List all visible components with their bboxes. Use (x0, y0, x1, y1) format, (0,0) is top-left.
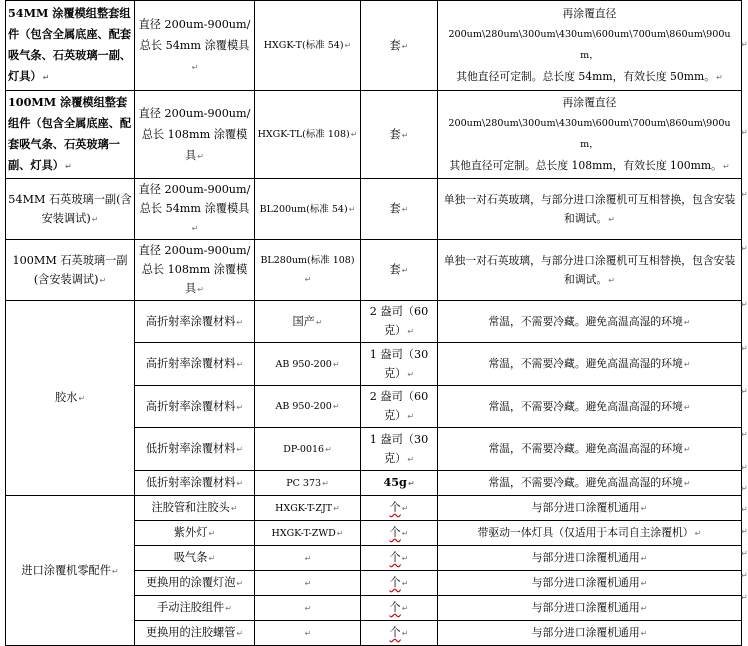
table-row (6, 496, 742, 521)
product-name-cell: 低折射率涂覆材料↵ (135, 471, 255, 496)
unit-cell: 个↵ (361, 521, 438, 546)
group-label-cell: 进口涂覆机零配件↵ (6, 496, 135, 646)
unit-cell: 个↵ (361, 596, 438, 621)
desc-line: 200um\280um\300um\430um\600um\700um\860um\900um， (448, 29, 731, 61)
table-row (6, 179, 742, 240)
unit-cell: 套↵ (361, 1, 438, 91)
model-cell: PC 373↵ (255, 471, 361, 496)
quantity-cell: 2 盎司（60 克）↵ (361, 386, 438, 428)
product-name-cell: 注胶管和注胶头↵ (135, 496, 255, 521)
description-cell: 常温，不需要冷藏。避免高温高湿的环境↵ (438, 301, 742, 343)
model-cell: ↵ (255, 546, 361, 571)
description-cell: 与部分进口涂覆机通用↵ (438, 571, 742, 596)
quantity-cell: 45g↵ (361, 471, 438, 496)
product-name-cell: 高折射率涂覆材料↵ (135, 343, 255, 386)
table-row (6, 1, 742, 91)
description-cell: 常温，不需要冷藏。避免高温高湿的环境↵ (438, 386, 742, 428)
unit-cell: 套↵ (361, 179, 438, 240)
desc-line: 其他直径可定制。总长度 54mm，有效长度 50mm。 (456, 70, 716, 83)
quantity-cell: 1 盎司（30 克）↵ (361, 343, 438, 386)
quantity-cell: 2 盎司（60 克）↵ (361, 301, 438, 343)
quantity-cell: 1 盎司（30 克）↵ (361, 428, 438, 471)
desc-line: 其他直径可定制。总长度 108mm，有效长度 100mm。 (449, 159, 722, 172)
unit-cell: 个↵ (361, 546, 438, 571)
row-end-mark: ↵ (741, 244, 748, 253)
unit-cell: 个↵ (361, 571, 438, 596)
product-name-cell: 紫外灯↵ (135, 521, 255, 546)
description-cell: 再涂覆直径 200um\280um\300um\430um\600um\700um\860um\900um， 其他直径可定制。总长度 108mm，有效长度 100mm。↵ (438, 91, 742, 179)
description-cell: 再涂覆直径 200um\280um\300um\430um\600um\700um\860um\900um， 其他直径可定制。总长度 54mm，有效长度 50mm。↵ (438, 1, 742, 91)
row-end-mark: ↵ (741, 344, 748, 353)
product-name-cell: 100MM 涂覆模组整套组件（包含全属底座、配套吸气条、石英玻璃一副、灯具）↵ (6, 91, 135, 179)
description-cell: 单独一对石英玻璃，与部分进口涂覆机可互相替换，包含安装和调试。↵ (438, 240, 742, 301)
unit-cell: 套↵ (361, 240, 438, 301)
model-cell: AB 950-200↵ (255, 386, 361, 428)
product-name-cell: 更换用的注胶螺管↵ (135, 621, 255, 646)
description-cell: 与部分进口涂覆机通用↵ (438, 496, 742, 521)
description-cell: 常温，不需要冷藏。避免高温高湿的环境↵ (438, 343, 742, 386)
row-end-mark: ↵ (741, 527, 748, 536)
desc-line: 200um\280um\300um\430um\600um\700um\860um\900um， (448, 118, 731, 150)
row-end-mark: ↵ (741, 484, 748, 493)
row-end-markers (741, 0, 748, 615)
model-cell: ↵ (255, 571, 361, 596)
row-end-mark: ↵ (741, 387, 748, 396)
row-end-mark: ↵ (741, 430, 748, 439)
description-cell: 常温，不需要冷藏。避免高温高湿的环境↵ (438, 428, 742, 471)
model-cell: HXGK-T-ZWD↵ (255, 521, 361, 546)
model-cell: ↵ (255, 596, 361, 621)
group-label-cell: 胶水↵ (6, 301, 135, 496)
row-end-mark: ↵ (741, 40, 748, 49)
description-cell: 与部分进口涂覆机通用↵ (438, 621, 742, 646)
model-cell: DP-0016↵ (255, 428, 361, 471)
table-row (6, 91, 742, 179)
model-cell: BL200um(标准 54)↵ (255, 179, 361, 240)
row-end-mark: ↵ (741, 300, 748, 309)
product-name-cell: 54MM 涂覆模组整套组件（包含全属底座、配套吸气条、石英玻璃一副、灯具）↵ (6, 1, 135, 91)
description-cell: 与部分进口涂覆机通用↵ (438, 546, 742, 571)
spec-cell: 直径 200um-900um/总长 54mm 涂覆模具↵ (135, 1, 255, 91)
row-end-mark: ↵ (741, 505, 748, 514)
row-end-mark: ↵ (741, 463, 748, 472)
product-name-cell: 手动注胶组件↵ (135, 596, 255, 621)
row-end-mark: ↵ (741, 593, 748, 602)
product-name-cell: 54MM 石英玻璃一副(含安装调试)↵ (6, 179, 135, 240)
model-cell: HXGK-T-ZJT↵ (255, 496, 361, 521)
row-end-mark: ↵ (741, 128, 748, 137)
row-end-mark: ↵ (741, 190, 748, 199)
model-cell: AB 950-200↵ (255, 343, 361, 386)
spec-cell: 直径 200um-900um/总长 54mm 涂覆模具↵ (135, 179, 255, 240)
unit-cell: 个↵ (361, 496, 438, 521)
row-end-mark: ↵ (741, 549, 748, 558)
model-cell: HXGK-TL(标准 108)↵ (255, 91, 361, 179)
product-name-cell: 低折射率涂覆材料↵ (135, 428, 255, 471)
description-cell: 常温，不需要冷藏。避免高温高湿的环境↵ (438, 471, 742, 496)
product-name-cell: 更换用的涂覆灯泡↵ (135, 571, 255, 596)
product-name-cell: 吸气条↵ (135, 546, 255, 571)
model-cell: ↵ (255, 621, 361, 646)
model-cell: BL280um(标准 108)↵ (255, 240, 361, 301)
table-row (6, 301, 742, 343)
product-name-cell: 100MM 石英玻璃一副(含安装调试)↵ (6, 240, 135, 301)
model-cell: HXGK-T(标准 54)↵ (255, 1, 361, 91)
spec-cell: 直径 200um-900um/总长 108mm 涂覆模具↵ (135, 91, 255, 179)
desc-line: 再涂覆直径 (562, 7, 617, 20)
product-table (5, 0, 742, 646)
product-name-cell: 高折射率涂覆材料↵ (135, 301, 255, 343)
table-row (6, 240, 742, 301)
model-cell: 国产↵ (255, 301, 361, 343)
description-cell: 带驱动一体灯具（仅适用于本司自主涂覆机）↵ (438, 521, 742, 546)
spec-cell: 直径 200um-900um/总长 108mm 涂覆模具↵ (135, 240, 255, 301)
product-name-cell: 高折射率涂覆材料↵ (135, 386, 255, 428)
description-cell: 与部分进口涂覆机通用↵ (438, 596, 742, 621)
unit-cell: 个↵ (361, 621, 438, 646)
desc-line: 再涂覆直径 (562, 96, 617, 109)
row-end-mark: ↵ (741, 571, 748, 580)
description-cell: 单独一对石英玻璃，与部分进口涂覆机可互相替换，包含安装和调试。↵ (438, 179, 742, 240)
unit-cell: 套↵ (361, 91, 438, 179)
